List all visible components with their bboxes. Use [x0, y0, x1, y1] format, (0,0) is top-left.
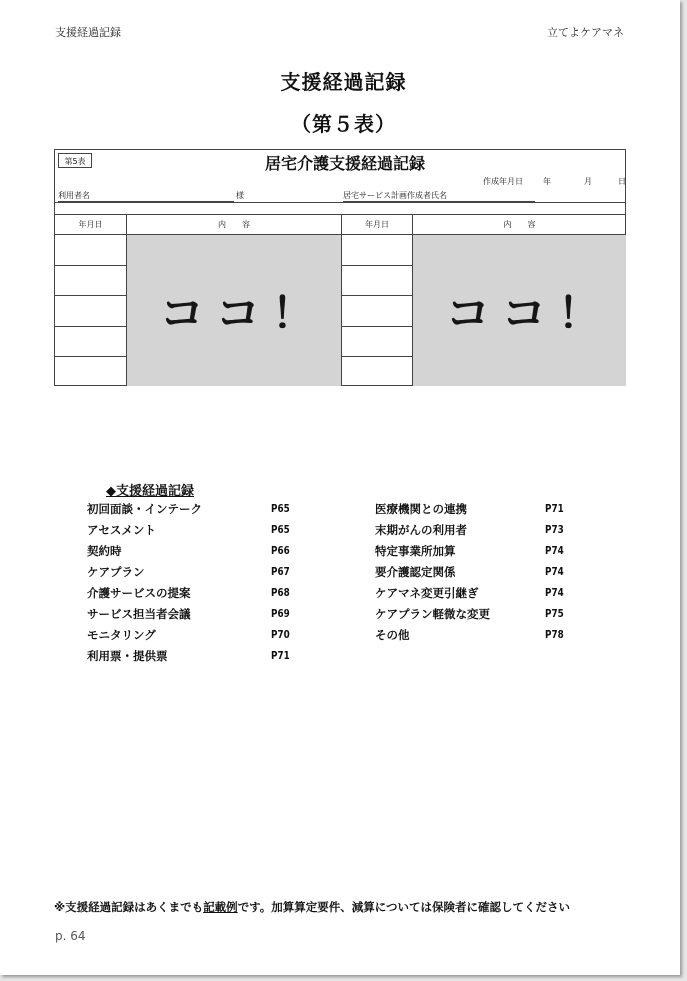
index-item: ケアマネ変更引継ぎ: [375, 586, 479, 600]
running-header-left: 支援経過記録: [55, 26, 121, 39]
index-item: モニタリング: [87, 628, 156, 642]
index-page-ref: P78: [545, 628, 564, 641]
form-divider: [55, 214, 625, 215]
page-title: 支援経過記録: [280, 70, 407, 94]
index-page-ref: P74: [545, 544, 564, 557]
index-item: アセスメント: [87, 523, 156, 537]
running-header-right: 立てよケアマネ: [547, 26, 624, 39]
column-divider: [126, 214, 127, 385]
index-page-ref: P74: [545, 586, 564, 599]
index-item: 要介護認定関係: [375, 565, 456, 579]
index-page-ref: P75: [545, 607, 564, 620]
date-row-line: [55, 295, 126, 296]
column-header-date-left: 年月日: [78, 220, 103, 229]
column-header-date-right: 年月日: [365, 220, 389, 229]
honorific-label: 様: [236, 191, 244, 200]
index-page-ref: P73: [545, 523, 564, 536]
index-page-ref: P68: [271, 586, 290, 599]
footnote-emphasis: 記載例: [203, 900, 238, 914]
index-item: 初回面談・インテーク: [87, 502, 202, 516]
day-label: 日: [618, 177, 626, 186]
index-page-ref: P66: [271, 544, 290, 557]
planner-name-label: 居宅サービス計画作成者氏名: [343, 191, 447, 200]
index-heading: ◆支援経過記録: [106, 484, 194, 499]
index-item: サービス担当者会議: [87, 607, 191, 621]
index-page-ref: P65: [271, 502, 290, 515]
index-page-ref: P71: [271, 649, 290, 662]
date-row-line: [55, 265, 126, 266]
index-item: ケアプラン軽微な変更: [375, 607, 490, 621]
column-divider: [412, 214, 413, 385]
column-header-content-left: 内 容: [218, 220, 250, 229]
index-page-ref: P70: [271, 628, 290, 641]
column-divider: [341, 214, 342, 385]
date-row-line: [342, 265, 412, 266]
page-subtitle: （第５表）: [291, 112, 396, 136]
date-row-line: [55, 326, 126, 327]
highlight-overlay-text-right: ココ！: [445, 288, 613, 338]
index-item: 医療機関との連携: [375, 502, 467, 516]
column-header-content-right: 内 容: [503, 220, 536, 229]
index-page-ref: P74: [545, 565, 564, 578]
created-date-label: 作成年月日: [483, 177, 523, 186]
footnote: [54, 899, 570, 915]
index-item: 契約時: [87, 544, 122, 558]
index-item: 利用票・提供票: [87, 649, 168, 663]
date-row-line: [55, 356, 126, 357]
index-page-ref: P65: [271, 523, 290, 536]
form-sample: [54, 149, 626, 386]
user-name-label: 利用者名: [58, 191, 90, 200]
year-label: 年: [543, 177, 551, 186]
footnote-text: ※支援経過記録はあくまでも: [54, 900, 204, 914]
index-page-ref: P67: [271, 565, 290, 578]
index-item: 末期がんの利用者: [375, 523, 467, 537]
date-row-line: [342, 295, 412, 296]
index-page-ref: P71: [545, 502, 564, 515]
form-title: 居宅介護支援経過記録: [264, 154, 425, 173]
index-page-ref: P69: [271, 607, 290, 620]
index-item: 介護サービスの提案: [87, 586, 191, 600]
index-item: ケアプラン: [87, 565, 145, 579]
date-row-line: [342, 326, 412, 327]
page-number: p. 64: [55, 929, 86, 943]
footnote-text: です。加算算定要件、減算については保険者に確認してください: [237, 900, 571, 914]
month-label: 月: [584, 177, 592, 186]
form-number-box: 第5表: [58, 153, 92, 168]
highlight-overlay-text-left: ココ！: [159, 288, 327, 338]
date-row-line: [342, 356, 412, 357]
index-item: その他: [375, 628, 410, 642]
form-divider: [55, 202, 625, 203]
index-item: 特定事業所加算: [375, 544, 456, 558]
